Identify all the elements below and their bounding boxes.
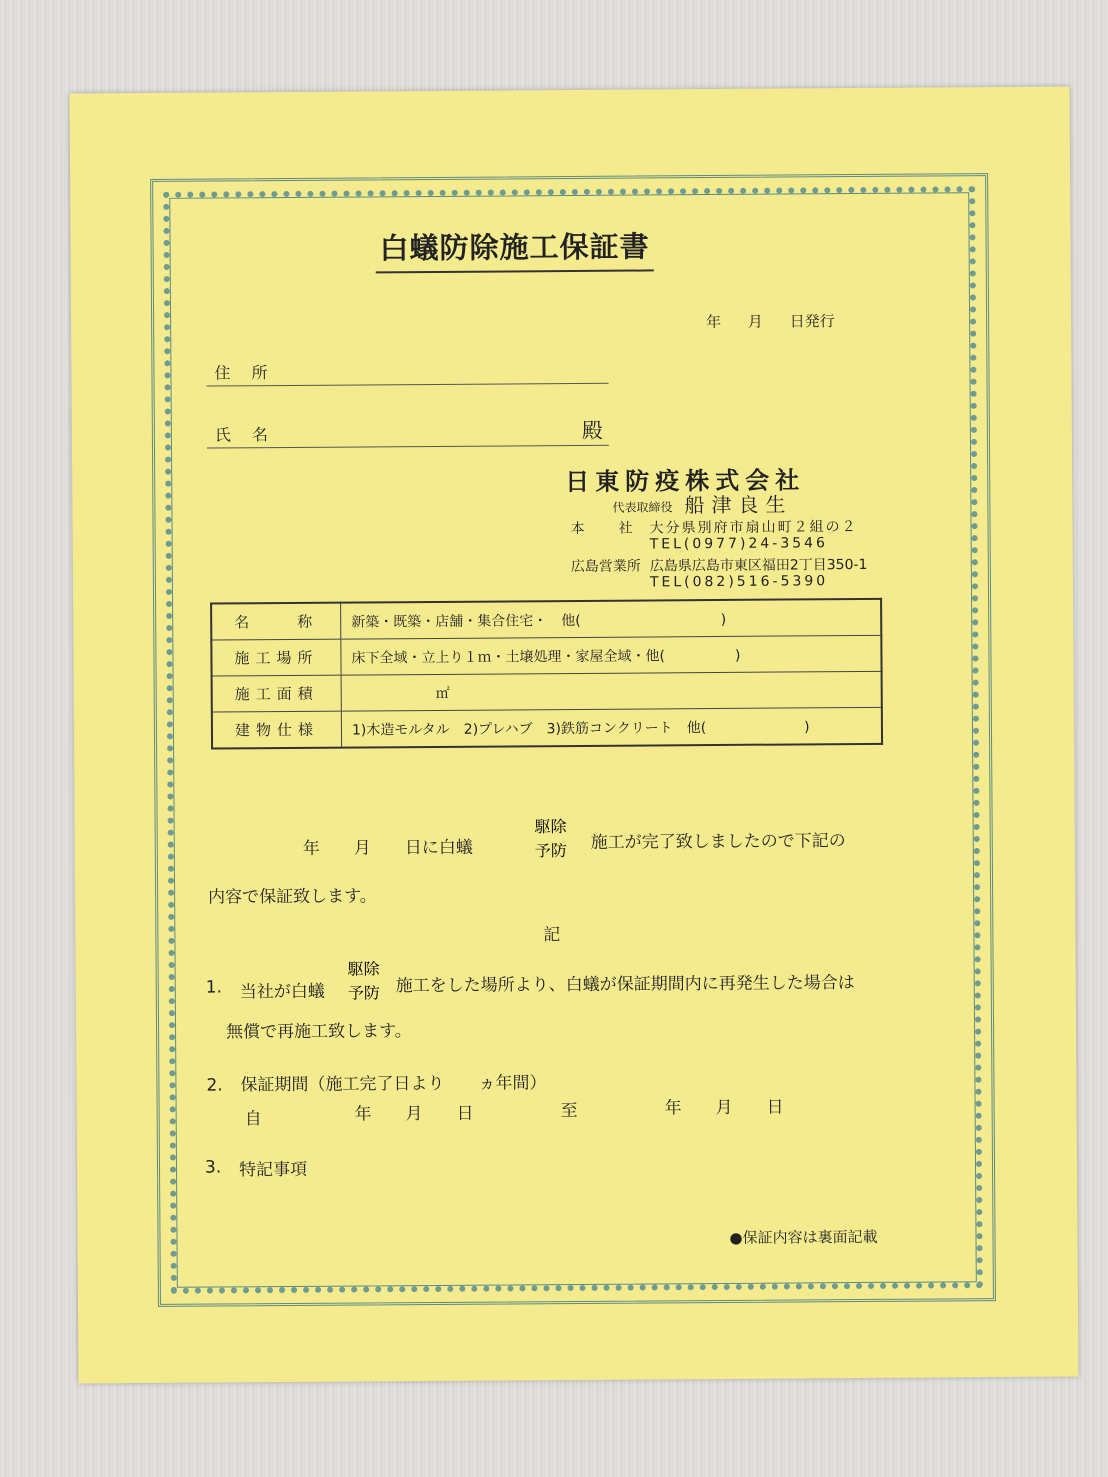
statement-method-prevention: 予防 <box>534 841 567 861</box>
representative-name: 船津良生 <box>684 492 793 518</box>
item2-text: 保証期間（施工完了日より ヵ年間） <box>240 1073 547 1096</box>
item3-text: 特記事項 <box>238 1159 308 1181</box>
item1-method-stack <box>348 957 380 1005</box>
branch-tel: TEL(082)516-5390 <box>649 573 829 591</box>
statement-method-stack <box>535 815 567 863</box>
spec-value-structure[interactable]: 1)木造モルタル 2)プレハブ 3)鉄筋コンクリート 他( ) <box>341 707 882 747</box>
item1-method-extermination: 駆除 <box>347 959 380 979</box>
issue-date-line: 年 月 日発行 <box>706 312 835 332</box>
spec-header-structure: 建物仕様 <box>212 711 342 748</box>
spec-header-name: 名 称 <box>211 603 341 640</box>
ki-heading: 記 <box>543 925 561 946</box>
name-label: 氏 名 <box>214 425 277 445</box>
table-row <box>212 671 882 712</box>
item1-number: 1. <box>205 977 223 998</box>
item2-date-from: 年 月 日 <box>354 1103 474 1125</box>
table-row <box>211 635 881 676</box>
company-name: 日東防疫株式会社 <box>565 466 806 497</box>
item3-number: 3. <box>204 1157 222 1178</box>
statement-text: 施工が完了致しましたので下記の <box>590 831 846 853</box>
item1-text-line2: 無償で再施工致します。 <box>225 1021 412 1043</box>
statement-method-extermination: 駆除 <box>534 817 567 837</box>
item2-to: 至 <box>560 1100 578 1122</box>
item1-method-prevention: 予防 <box>347 983 380 1003</box>
item1-text-a: 当社が白蟻 <box>239 981 325 1003</box>
spec-value-name[interactable]: 新築・既築・店舗・集合住宅・ 他( ) <box>341 599 882 639</box>
item1-text-b: 施工をした場所より、白蟻が保証期間内に再発生した場合は <box>395 973 855 997</box>
statement-date: 年 月 日に白蟻 <box>302 837 473 859</box>
spec-header-location: 施工場所 <box>211 639 341 676</box>
branch-label: 広島営業所 <box>570 558 641 576</box>
branch-address: 広島県広島市東区福田2丁目350-1 <box>649 556 868 575</box>
spec-value-area[interactable]: ㎡ <box>341 671 882 711</box>
table-row <box>212 707 882 748</box>
item2-number: 2. <box>206 1075 223 1096</box>
spec-table <box>210 598 883 750</box>
table-row <box>211 599 881 640</box>
head-office-label: 本 社 <box>570 520 635 538</box>
spec-value-location[interactable]: 床下全域・立上り１ｍ・土壌処理・家屋全域・他( ) <box>341 635 882 675</box>
spec-header-area: 施工面積 <box>212 675 342 712</box>
footnote: ●保証内容は裏面記載 <box>729 1227 878 1247</box>
honorific: 殿 <box>581 418 603 443</box>
item2-from: 自 <box>244 1109 262 1130</box>
head-office-tel: TEL(0977)24-3546 <box>649 535 828 553</box>
address-label: 住 所 <box>214 363 276 383</box>
statement-text-line2: 内容で保証致します。 <box>208 886 377 908</box>
document-title: 白蟻防除施工保証書 <box>375 224 653 273</box>
item2-date-to: 年 月 日 <box>664 1097 784 1119</box>
head-office-address: 大分県別府市扇山町２組の２ <box>649 519 858 537</box>
certificate-paper <box>70 87 1079 1384</box>
representative-title: 代表取締役 <box>612 500 673 515</box>
